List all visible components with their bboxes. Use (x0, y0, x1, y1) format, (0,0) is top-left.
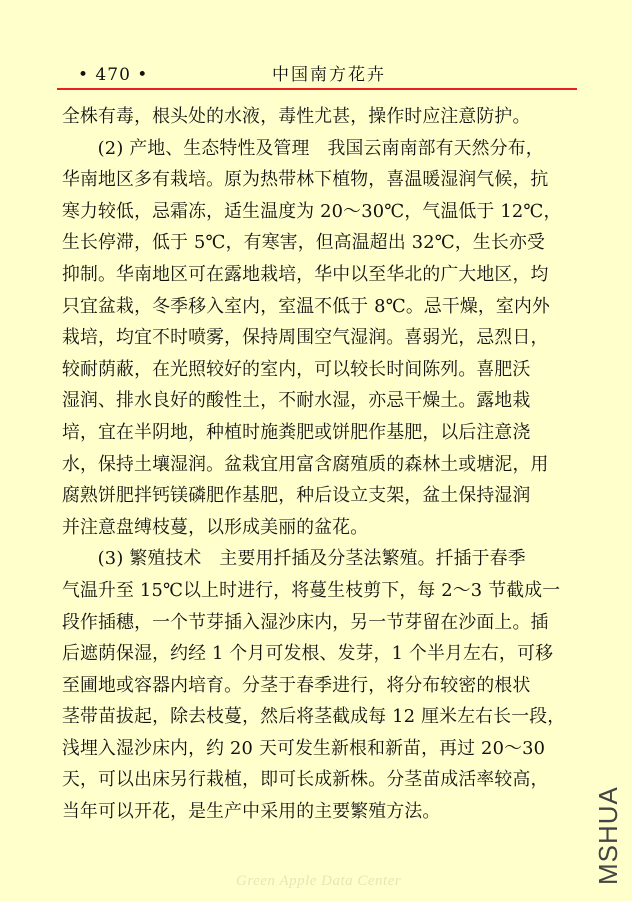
text-line: 栽培，均宜不时喷雾，保持周围空气湿润。喜弱光，忌烈日， (62, 327, 549, 349)
header-rule (57, 88, 577, 90)
section-3-heading-line: (3) 繁殖技术 主要用扦插及分茎法繁殖。扦插于春季 (97, 548, 526, 570)
page-header (60, 64, 575, 86)
text-line: 气温升至 15℃以上时进行，将蔓生枝剪下，每 2～3 节截成一 (62, 579, 561, 601)
text-line: 茎带苗拔起，除去枝蔓，然后将茎截成每 12 厘米左右长一段， (62, 706, 566, 728)
text-line: 生长停滞，低于 5℃，有寒害，但高温超出 32℃，生长亦受 (62, 232, 545, 254)
text-line: 寒力较低，忌霜冻，适生温度为 20～30℃，气温低于 12℃， (62, 200, 562, 222)
text-line: 至圃地或容器内培育。分茎于春季进行，将分布较密的根状 (62, 674, 531, 696)
text-line: 并注意盘缚枝蔓，以形成美丽的盆花。 (62, 516, 369, 538)
text-line: 培，宜在半阴地，种植时施粪肥或饼肥作基肥，以后注意浇 (62, 421, 531, 443)
running-title: 中国南方花卉 (272, 65, 386, 85)
section-2-heading-line: (2) 产地、生态特性及管理 我国云南南部有天然分布， (97, 137, 544, 159)
page-number: • 470 • (78, 65, 149, 85)
text-line: 抑制。华南地区可在露地栽培，华中以至华北的广大地区，均 (62, 263, 549, 285)
text-line: 腐熟饼肥拌钙镁磷肥作基肥，种后设立支架，盆土保持湿润 (62, 485, 531, 507)
watermark-green-apple: Green Apple Data Center (236, 873, 402, 889)
text-line: 水，保持土壤湿润。盆栽宜用富含腐殖质的森林土或塘泥，用 (62, 453, 549, 475)
text-line: 后遮荫保湿，约经 1 个月可发根、发芽，1 个半月左右，可移 (62, 643, 554, 665)
text-line: 全株有毒，根头处的水液，毒性尤甚，操作时应注意防护。 (62, 106, 531, 127)
text-line: 天，可以出床另行栽植，即可长成新株。分茎苗成活率较高， (62, 769, 549, 791)
text-line: 当年可以开花，是生产中采用的主要繁殖方法。 (62, 801, 441, 823)
text-line: 浅埋入湿沙床内，约 20 天可发生新根和新苗，再过 20～30 (62, 737, 546, 759)
text-line: 较耐荫蔽，在光照较好的室内，可以较长时间陈列。喜肥沃 (62, 358, 531, 380)
body-text (62, 101, 582, 828)
text-line: 华南地区多有栽培。原为热带林下植物，喜温暖湿润气候，抗 (62, 169, 549, 191)
text-line: 湿润、排水良好的酸性土，不耐水湿，亦忌干燥土。露地栽 (62, 390, 531, 412)
watermark-mshua: MSHUA (593, 786, 623, 885)
text-line: 只宜盆栽，冬季移入室内，室温不低于 8℃。忌干燥，室内外 (62, 295, 550, 317)
text-line: 段作插穗，一个节芽插入湿沙床内，另一节芽留在沙面上。插 (62, 611, 549, 633)
